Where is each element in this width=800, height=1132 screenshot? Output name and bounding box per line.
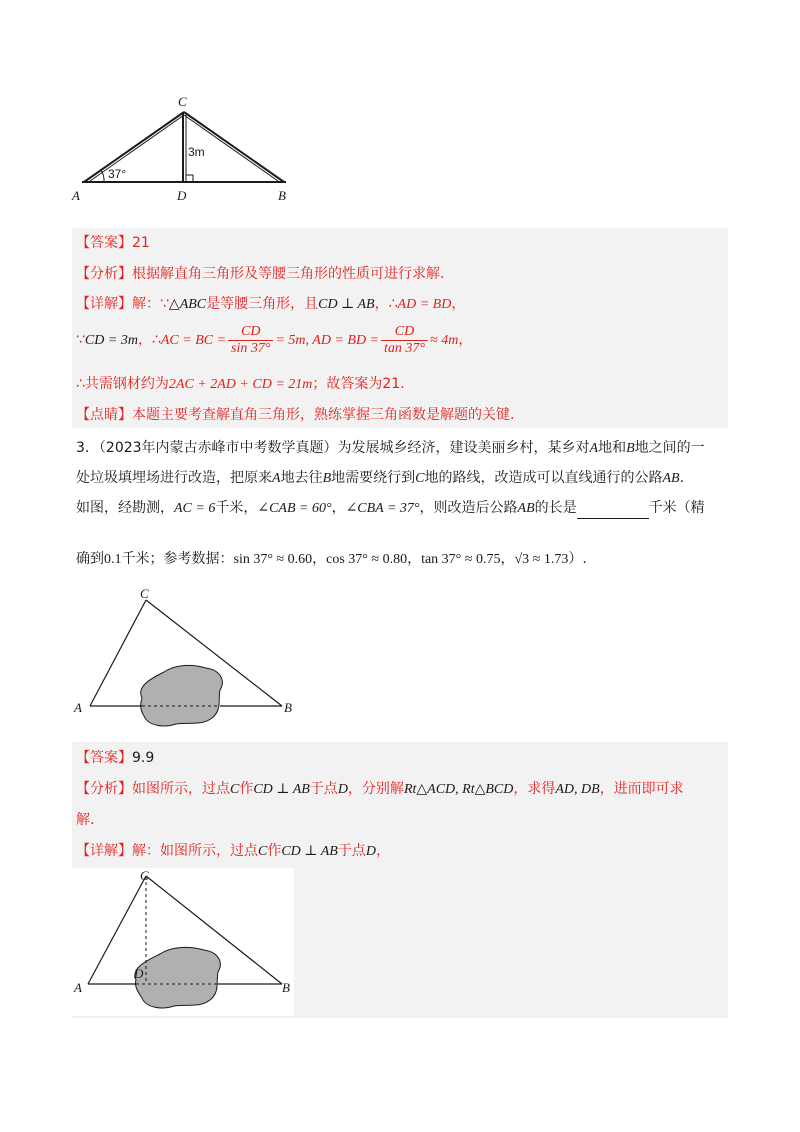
q3-text: 地去往	[280, 470, 323, 486]
label-b: B	[284, 700, 292, 715]
q3-analysis-2	[76, 810, 94, 830]
q3-text: ，	[331, 500, 346, 516]
analysis-text: ，进而即可求	[599, 781, 684, 797]
q3-text: 处垃圾填埋场进行改造，把原来	[76, 470, 272, 486]
math-a: A	[272, 471, 281, 486]
math-tan37: tan 37° ≈ 0.75	[421, 552, 501, 567]
right-angle-mark	[186, 175, 193, 182]
analysis-text: ，求得	[513, 781, 556, 797]
detail-text: 解：如图所示，过点	[132, 843, 258, 859]
q3-text: 的长是	[534, 500, 577, 516]
label-a: A	[74, 980, 82, 995]
fraction-cd-sin	[228, 324, 273, 357]
q3-text: 地的路线，改造成可以直线通行的公路	[424, 470, 663, 486]
answer-value: 9.9	[132, 750, 155, 766]
q3-text: ，	[312, 551, 327, 567]
analysis-text: ，分别解	[347, 781, 404, 797]
math-ac-6: AC = 6	[174, 501, 216, 516]
q3-text: 确到	[76, 551, 104, 567]
answer-tag: 【答案】	[76, 235, 132, 251]
q3-text: 千米，	[215, 500, 258, 516]
q3-line-2	[76, 468, 684, 489]
detail-text: ，	[375, 843, 390, 859]
analysis-tag: 【分析】	[76, 266, 132, 282]
math-a: A	[589, 441, 599, 456]
landfill-blob	[141, 665, 223, 726]
answer-value: 21	[132, 235, 150, 251]
detail-tag: 【详解】	[76, 296, 132, 312]
label-c: C	[140, 868, 149, 883]
math-c: C	[258, 844, 268, 859]
fraction-denominator: tan 37°	[384, 340, 426, 356]
math-ab: AB	[662, 471, 680, 486]
analysis-text: 解.	[76, 812, 95, 828]
figure-landfill-triangle	[70, 586, 310, 736]
q3-analysis-1	[76, 779, 684, 800]
q2-detail-3	[76, 374, 405, 395]
math-b: B	[626, 441, 635, 456]
math-ad-eq-bd: AD = BD	[397, 297, 452, 312]
comment-text: 本题主要考查解直角三角形，熟练掌握三角函数是解题的关键.	[132, 407, 515, 423]
analysis-tag: 【分析】	[76, 781, 132, 797]
detail-text: ∵	[76, 332, 85, 348]
fraction-denominator: sin 37°	[231, 340, 271, 356]
math-sin37: sin 37° ≈ 0.60	[233, 552, 313, 567]
q2-detail-2	[76, 322, 472, 359]
label-angle: 37°	[108, 167, 127, 181]
figure-roof-triangle	[70, 92, 300, 207]
analysis-text: 于点	[309, 781, 338, 797]
math-precision: 0.1	[104, 552, 122, 567]
fraction-numerator: CD	[381, 324, 428, 341]
q3-text: 千米；参考数据：	[121, 551, 234, 567]
q3-text: ，则改造后公路	[419, 500, 518, 516]
answer-blank[interactable]	[577, 504, 649, 519]
math-d: D	[337, 782, 348, 797]
q3-line-3	[76, 498, 705, 519]
math-ac-bc: AC = BC =	[160, 333, 227, 348]
q2-analysis	[76, 264, 444, 284]
math-angle-cba: ∠CBA = 37°	[345, 501, 420, 516]
math-cd-perp-ab: CD ⊥ AB	[281, 844, 338, 859]
math-4m: ≈ 4m	[430, 333, 459, 348]
detail-text: 是等腰三角形，且	[206, 296, 319, 312]
comment-tag: 【点睛】	[76, 407, 132, 423]
q3-line-1	[76, 438, 705, 459]
detail-text: ，	[458, 332, 473, 348]
q3-text: ，	[407, 551, 422, 567]
math-cd-3m: CD = 3m	[84, 333, 138, 348]
label-b: B	[282, 980, 290, 995]
math-cos37: cos 37° ≈ 0.80	[326, 552, 408, 567]
label-d: D	[177, 188, 187, 203]
label-a: A	[74, 700, 82, 715]
detail-text: 解：∵	[132, 296, 169, 312]
label-c: C	[140, 586, 149, 601]
detail-text: ，∴	[374, 296, 398, 312]
math-triangle-abc: △ABC	[168, 297, 207, 312]
q3-detail-1	[76, 841, 390, 862]
q3-text: ，	[500, 551, 515, 567]
math-5m: = 5m, AD = BD =	[275, 333, 380, 348]
label-d: D	[134, 966, 144, 981]
fraction-numerator: CD	[228, 324, 273, 341]
q3-text: 地之间的一	[634, 440, 705, 456]
detail-text: ；故答案为21.	[312, 376, 405, 392]
analysis-text: 作	[239, 781, 254, 797]
analysis-text: 如图所示，过点	[132, 781, 230, 797]
math-ab: AB	[517, 501, 535, 516]
q2-comment	[76, 405, 514, 425]
math-total: 2AC + 2AD + CD = 21m	[168, 377, 313, 392]
q3-text: 如图，经勘测，	[76, 500, 174, 516]
fraction-cd-tan	[381, 324, 428, 357]
analysis-text: 根据解直角三角形及等腰三角形的性质可进行求解.	[132, 266, 445, 282]
side-ac	[84, 112, 184, 182]
answer-tag: 【答案】	[76, 750, 132, 766]
math-b: B	[322, 471, 332, 486]
math-ad-db: AD, DB	[555, 782, 600, 797]
math-sqrt3: √3 ≈ 1.73	[514, 552, 569, 567]
math-d: D	[365, 844, 376, 859]
q3-text: 地需要绕行到	[331, 470, 416, 486]
figure-landfill-altitude	[72, 868, 294, 1016]
q3-text: ）.	[568, 551, 587, 567]
q3-line-4	[76, 549, 587, 570]
label-height: 3m	[188, 145, 205, 159]
math-c: C	[230, 782, 240, 797]
q3-text: 千米（精	[648, 500, 705, 516]
math-cd-perp-ab: CD ⊥ AB	[253, 782, 310, 797]
detail-text: ∴共需钢材约为	[76, 376, 169, 392]
label-b: B	[278, 188, 286, 203]
q3-text: .	[679, 470, 685, 486]
detail-text: 于点	[337, 843, 366, 859]
math-c: C	[415, 471, 425, 486]
landfill-blob	[135, 947, 221, 1008]
label-c: C	[178, 94, 187, 109]
math-angle-cab: ∠CAB = 60°	[257, 501, 332, 516]
detail-text: ，	[451, 296, 466, 312]
math-cd-perp-ab: CD ⊥ AB	[318, 297, 375, 312]
q3-text: 3．（2023年内蒙古赤峰市中考数学真题）为发展城乡经济，建设美丽乡村，某乡对	[76, 440, 590, 456]
q3-text: 地和	[598, 440, 627, 456]
q2-answer	[76, 233, 150, 253]
detail-text: ，∴	[137, 332, 161, 348]
detail-tag: 【详解】	[76, 843, 132, 859]
side-ac	[90, 600, 146, 706]
detail-text: 作	[267, 843, 282, 859]
q3-answer	[76, 748, 154, 768]
q2-detail-1	[76, 294, 465, 315]
inner-ac	[90, 115, 184, 181]
math-rt-triangles: Rt△ACD, Rt△BCD	[403, 782, 514, 797]
label-a: A	[72, 188, 80, 203]
